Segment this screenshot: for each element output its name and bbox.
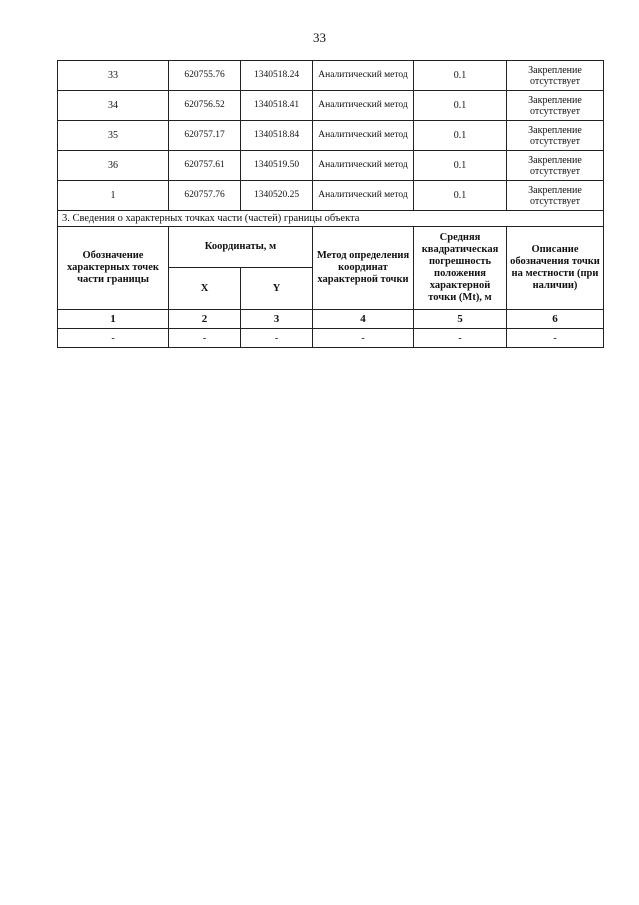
y-coordinate-cell: 1340518.24 xyxy=(241,61,313,91)
description-cell: Закрепление отсутствует xyxy=(507,91,604,121)
x-coordinate-cell: 620755.76 xyxy=(169,61,241,91)
x-coordinate-cell: 620756.52 xyxy=(169,91,241,121)
method-cell: Аналитический метод xyxy=(313,91,414,121)
point-number-cell: 33 xyxy=(58,61,169,91)
table-row xyxy=(58,181,604,211)
header-error: Средняя квадратическая погрешность положения характерной точки (Mt), м xyxy=(414,227,507,310)
x-coordinate-cell: 620757.76 xyxy=(169,181,241,211)
header-method: Метод определения координат характерной точки xyxy=(313,227,414,310)
column-number: 2 xyxy=(169,310,241,329)
error-cell: 0.1 xyxy=(414,121,507,151)
empty-cell: - xyxy=(169,329,241,348)
header-coordinates: Координаты, м xyxy=(169,227,313,268)
header-designation: Обозначение характерных точек части границы xyxy=(58,227,169,310)
x-coordinate-cell: 620757.61 xyxy=(169,151,241,181)
column-number: 5 xyxy=(414,310,507,329)
table-row xyxy=(58,151,604,181)
point-number-cell: 36 xyxy=(58,151,169,181)
header-x: X xyxy=(169,268,241,310)
y-coordinate-cell: 1340518.41 xyxy=(241,91,313,121)
empty-cell: - xyxy=(507,329,604,348)
point-number-cell: 35 xyxy=(58,121,169,151)
y-coordinate-cell: 1340519.50 xyxy=(241,151,313,181)
point-number-cell: 1 xyxy=(58,181,169,211)
table-row xyxy=(58,91,604,121)
method-cell: Аналитический метод xyxy=(313,181,414,211)
empty-cell: - xyxy=(241,329,313,348)
error-cell: 0.1 xyxy=(414,181,507,211)
method-cell: Аналитический метод xyxy=(313,61,414,91)
table-row xyxy=(58,61,604,91)
error-cell: 0.1 xyxy=(414,151,507,181)
section-3-title: 3. Сведения о характерных точках части (частей) границы объекта xyxy=(58,211,604,227)
y-coordinate-cell: 1340520.25 xyxy=(241,181,313,211)
method-cell: Аналитический метод xyxy=(313,151,414,181)
error-cell: 0.1 xyxy=(414,61,507,91)
column-number: 4 xyxy=(313,310,414,329)
description-cell: Закрепление отсутствует xyxy=(507,181,604,211)
empty-cell: - xyxy=(313,329,414,348)
header-y: Y xyxy=(241,268,313,310)
empty-cell: - xyxy=(414,329,507,348)
empty-cell: - xyxy=(58,329,169,348)
description-cell: Закрепление отсутствует xyxy=(507,121,604,151)
description-cell: Закрепление отсутствует xyxy=(507,151,604,181)
point-number-cell: 34 xyxy=(58,91,169,121)
column-number-row xyxy=(58,310,604,329)
page-number: 33 xyxy=(313,30,326,45)
column-number: 1 xyxy=(58,310,169,329)
description-cell: Закрепление отсутствует xyxy=(507,61,604,91)
table-row xyxy=(58,121,604,151)
x-coordinate-cell: 620757.17 xyxy=(169,121,241,151)
error-cell: 0.1 xyxy=(414,91,507,121)
header-description: Описание обозначения точки на местности (при наличии) xyxy=(507,227,604,310)
empty-data-row xyxy=(58,329,604,348)
header-row-top xyxy=(58,227,604,268)
coordinates-table xyxy=(57,60,604,348)
y-coordinate-cell: 1340518.84 xyxy=(241,121,313,151)
method-cell: Аналитический метод xyxy=(313,121,414,151)
top-rows-body xyxy=(58,61,604,211)
column-number: 6 xyxy=(507,310,604,329)
section-3-row xyxy=(58,211,604,227)
column-number: 3 xyxy=(241,310,313,329)
